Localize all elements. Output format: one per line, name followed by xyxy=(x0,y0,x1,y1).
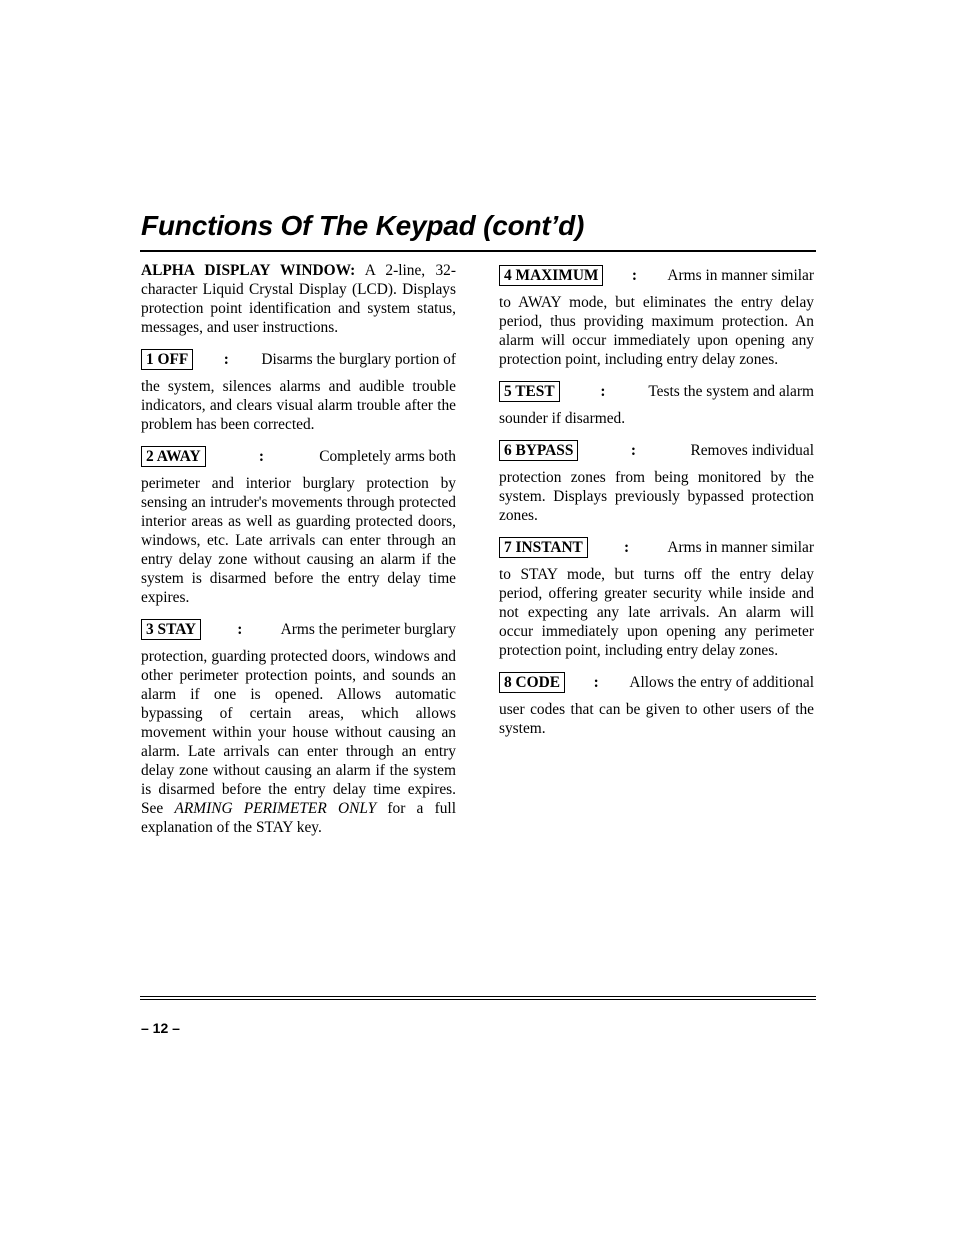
key-off-header xyxy=(141,347,456,371)
key-instant-header xyxy=(499,535,814,559)
key-stay-header xyxy=(141,617,456,641)
key-away-header xyxy=(141,444,456,468)
key-stay-description xyxy=(141,647,456,837)
key-off-label: 1 OFF xyxy=(141,349,193,370)
key-instant-first: Arms in manner similar xyxy=(667,538,814,556)
key-bypass-header xyxy=(499,438,814,462)
alpha-display-text: A 2-line, 32-character Liquid Crystal Display (LCD). Displays protection point identification and system status, messages, and user instructions. xyxy=(141,262,456,336)
key-code-first: Allows the entry of additional xyxy=(629,673,814,691)
key-code-header xyxy=(499,670,814,694)
key-code-colon: : xyxy=(593,673,599,691)
key-maximum-description: to AWAY mode, but eliminates the entry delay period, thus providing maximum protection. An alarm will occur immediately upon opening any protection point, including entry delay zones. xyxy=(499,294,814,368)
key-bypass-colon: : xyxy=(630,441,636,459)
key-test-first: Tests the system and alarm xyxy=(648,382,814,400)
key-instant-description: to STAY mode, but turns off the entry delay period, offering greater security while inside and not expecting any late arrivals. An alarm will occur immediately upon opening any perimeter protection point, including entry delay zones. xyxy=(499,566,814,659)
key-maximum-label: 4 MAXIMUM xyxy=(499,265,603,286)
key-off-description: the system, silences alarms and audible trouble indicators, and clears visual alarm trouble after the problem has been corrected. xyxy=(141,378,456,433)
page-title: Functions Of The Keypad (cont’d) xyxy=(141,210,585,241)
key-maximum-header xyxy=(499,263,814,287)
key-stay-text-a: protection, guarding protected doors, windows and other perimeter protection points, and sounds an alarm if one is opened. Allows automatic bypassing of certain areas, which allows movement within your house without causing an alarm. Late arrivals can enter through an entry delay zone without causing an alarm if the system is disarmed before the entry delay time expires. See xyxy=(141,648,456,817)
key-instant-label: 7 INSTANT xyxy=(499,537,588,558)
key-code-description: user codes that can be given to other users of the system. xyxy=(499,701,814,737)
key-away-colon: : xyxy=(258,447,264,465)
key-code-label: 8 CODE xyxy=(499,672,565,693)
key-test-colon: : xyxy=(600,382,606,400)
page-number: – 12 – xyxy=(141,1020,180,1036)
key-away-first: Completely arms both xyxy=(319,447,456,465)
footer-rule-upper xyxy=(140,996,816,997)
alpha-display-paragraph xyxy=(141,261,456,337)
key-bypass-label: 6 BYPASS xyxy=(499,440,578,461)
key-instant-colon: : xyxy=(624,538,630,556)
key-maximum-colon: : xyxy=(631,266,637,284)
key-stay-colon: : xyxy=(237,620,243,638)
key-stay-first: Arms the perimeter burglary xyxy=(280,620,456,638)
right-column xyxy=(499,261,814,748)
key-bypass-first: Removes individual xyxy=(690,441,814,459)
key-test-label: 5 TEST xyxy=(499,381,560,402)
left-column xyxy=(141,261,456,847)
key-stay-reference: ARMING PERIMETER ONLY xyxy=(174,800,377,817)
footer-rule-lower xyxy=(140,999,816,1000)
key-off-colon: : xyxy=(223,350,229,368)
key-bypass-description: protection zones from being monitored by the system. Displays previously bypassed protection zones. xyxy=(499,469,814,524)
key-away-description: perimeter and interior burglary protection by sensing an intruder's movements through protected interior areas as well as guarding protected doors, windows, etc. Late arrivals can enter through an entry delay zone without causing an alarm if the system is disarmed before the entry delay time expires. xyxy=(141,475,456,606)
key-stay-label: 3 STAY xyxy=(141,619,201,640)
alpha-display-lead: ALPHA DISPLAY WINDOW: xyxy=(141,262,356,279)
key-stay-text-b: for a full explanation of the STAY key. xyxy=(141,800,456,836)
key-maximum-first: Arms in manner similar xyxy=(667,266,814,284)
key-away-label: 2 AWAY xyxy=(141,446,206,467)
title-rule xyxy=(140,250,816,252)
key-test-header xyxy=(499,379,814,403)
key-test-description: sounder if disarmed. xyxy=(499,410,626,427)
key-off-first: Disarms the burglary portion of xyxy=(261,350,456,368)
